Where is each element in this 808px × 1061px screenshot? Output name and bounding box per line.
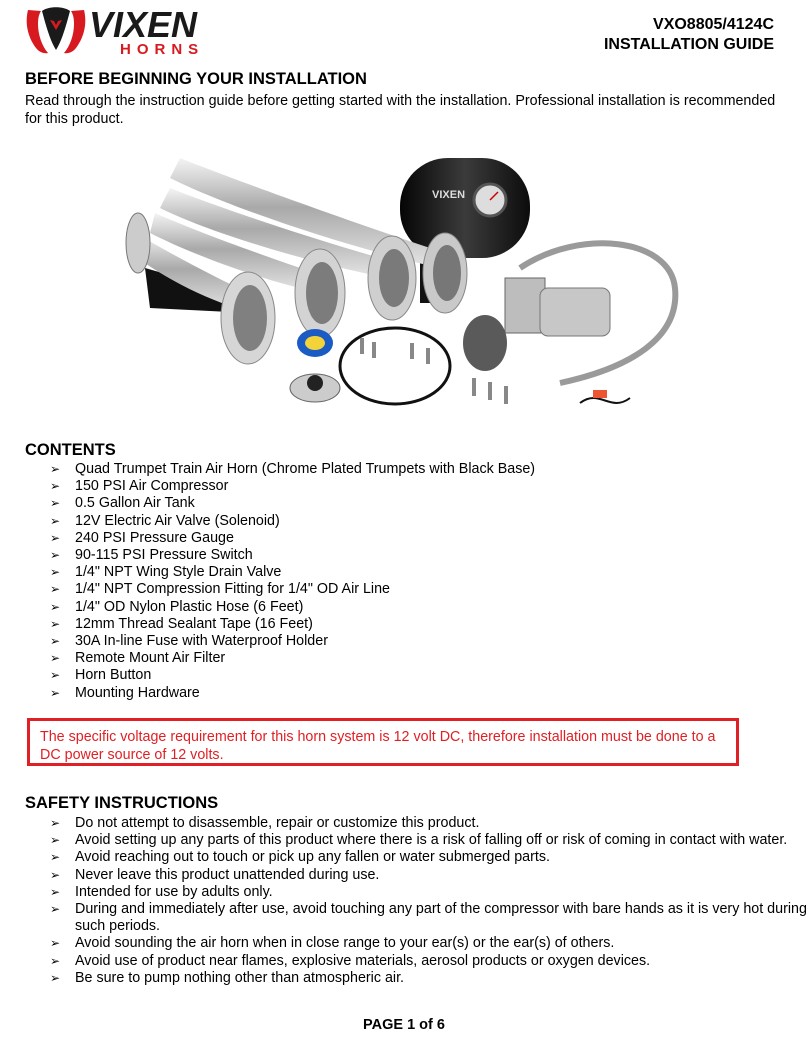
intro-heading: BEFORE BEGINNING YOUR INSTALLATION xyxy=(25,70,367,88)
arrow-bullet-icon: ➢ xyxy=(50,902,61,917)
arrow-bullet-icon: ➢ xyxy=(50,668,61,683)
safety-item-text: Avoid use of product near flames, explosive materials, aerosol products or oxygen devices. xyxy=(75,952,651,969)
wolf-emblem-icon xyxy=(27,7,86,53)
arrow-bullet-icon: ➢ xyxy=(50,496,61,511)
contents-item-text: 150 PSI Air Compressor xyxy=(75,478,229,495)
vixen-horns-logo xyxy=(24,2,246,56)
contents-item xyxy=(50,616,535,633)
contents-item-text: Horn Button xyxy=(75,667,152,684)
safety-item xyxy=(50,867,808,884)
contents-item-text: 12V Electric Air Valve (Solenoid) xyxy=(75,512,280,529)
contents-item-text: 1/4" OD Nylon Plastic Hose (6 Feet) xyxy=(75,598,304,615)
safety-item xyxy=(50,935,808,952)
tank-label: VIXEN xyxy=(432,189,466,201)
contents-item-text: 240 PSI Pressure Gauge xyxy=(75,529,234,546)
arrow-bullet-icon: ➢ xyxy=(50,582,61,597)
arrow-bullet-icon: ➢ xyxy=(50,599,61,614)
voltage-warning-text: The specific voltage requirement for this horn system is 12 volt DC, therefore installation must be done to a DC power source of 12 volts. xyxy=(40,729,716,763)
safety-heading: SAFETY INSTRUCTIONS xyxy=(25,794,219,812)
contents-item xyxy=(50,530,535,547)
safety-item-text: Be sure to pump nothing other than atmospheric air. xyxy=(75,969,405,986)
voltage-warning-box xyxy=(27,718,739,766)
contents-item xyxy=(50,461,535,478)
intro-text: Read through the instruction guide before getting started with the installation. Professional installation is recommended for this product. xyxy=(25,93,776,127)
contents-heading: CONTENTS xyxy=(25,441,116,459)
safety-item xyxy=(50,884,808,901)
arrow-bullet-icon: ➢ xyxy=(50,970,61,985)
contents-item xyxy=(50,685,535,702)
contents-item-text: Quad Trumpet Train Air Horn (Chrome Plated Trumpets with Black Base) xyxy=(75,461,536,477)
safety-item xyxy=(50,815,808,832)
safety-item-text: Do not attempt to disassemble, repair or customize this product. xyxy=(75,815,480,831)
fuse-holder xyxy=(593,390,607,398)
contents-item xyxy=(50,547,535,564)
contents-item-text: 1/4" NPT Compression Fitting for 1/4" OD Air Line xyxy=(75,581,391,598)
arrow-bullet-icon: ➢ xyxy=(50,867,61,882)
contents-list xyxy=(50,461,535,702)
arrow-bullet-icon: ➢ xyxy=(50,462,61,476)
arrow-bullet-icon: ➢ xyxy=(50,548,61,563)
logo-subtitle: HORNS xyxy=(120,41,205,56)
contents-item-text: Remote Mount Air Filter xyxy=(75,650,226,667)
safety-item-text: Avoid setting up any parts of this product where there is a risk of falling off or risk of coming in contact with water. xyxy=(75,832,788,849)
doc-type: INSTALLATION GUIDE xyxy=(603,36,774,53)
arrow-bullet-icon: ➢ xyxy=(50,616,61,631)
safety-list xyxy=(50,815,808,987)
contents-item-text: 30A In-line Fuse with Waterproof Holder xyxy=(75,633,328,650)
safety-item-text: Intended for use by adults only. xyxy=(75,883,273,900)
arrow-bullet-icon: ➢ xyxy=(50,634,61,649)
safety-item xyxy=(50,901,808,935)
contents-item-text: 1/4" NPT Wing Style Drain Valve xyxy=(75,564,282,581)
air-compressor xyxy=(463,278,610,371)
nylon-hose xyxy=(340,328,450,404)
safety-item-text: During and immediately after use, avoid touching any part of the compressor with bare hands as it is very hot during such periods. xyxy=(75,901,807,935)
doc-code: VXO8805/4124C xyxy=(653,16,774,33)
horn-manifold xyxy=(126,213,150,273)
inline-fuse xyxy=(580,398,630,403)
sealant-tape xyxy=(297,329,333,357)
page-number: PAGE 1 of 6 xyxy=(363,1017,445,1033)
contents-item xyxy=(50,478,535,495)
safety-item xyxy=(50,970,808,987)
contents-item-text: 90-115 PSI Pressure Switch xyxy=(75,547,253,564)
arrow-bullet-icon: ➢ xyxy=(50,816,61,830)
contents-item xyxy=(50,495,535,512)
logo-wordmark: VIXEN xyxy=(89,4,198,45)
pressure-gauge-icon xyxy=(474,184,506,216)
arrow-bullet-icon: ➢ xyxy=(50,513,61,528)
arrow-bullet-icon: ➢ xyxy=(50,884,61,899)
safety-item-text: Never leave this product unattended during use. xyxy=(75,866,380,883)
arrow-bullet-icon: ➢ xyxy=(50,479,61,494)
contents-item xyxy=(50,513,535,530)
arrow-bullet-icon: ➢ xyxy=(50,833,61,848)
contents-item xyxy=(50,633,535,650)
product-image xyxy=(110,138,690,434)
contents-item xyxy=(50,667,535,684)
contents-item xyxy=(50,599,535,616)
safety-item-text: Avoid sounding the air horn when in close range to your ear(s) or the ear(s) of others. xyxy=(75,935,615,952)
contents-item-text: 0.5 Gallon Air Tank xyxy=(75,495,195,512)
safety-item xyxy=(50,849,808,866)
safety-item-text: Avoid reaching out to touch or pick up any fallen or water submerged parts. xyxy=(75,849,550,866)
arrow-bullet-icon: ➢ xyxy=(50,953,61,968)
safety-item xyxy=(50,953,808,970)
contents-item-text: Mounting Hardware xyxy=(75,684,200,701)
arrow-bullet-icon: ➢ xyxy=(50,565,61,580)
contents-item xyxy=(50,581,535,598)
arrow-bullet-icon: ➢ xyxy=(50,530,61,545)
arrow-bullet-icon: ➢ xyxy=(50,850,61,865)
arrow-bullet-icon: ➢ xyxy=(50,685,61,700)
document-id xyxy=(604,15,774,55)
arrow-bullet-icon: ➢ xyxy=(50,651,61,666)
contents-item-text: 12mm Thread Sealant Tape (16 Feet) xyxy=(75,615,313,632)
arrow-bullet-icon: ➢ xyxy=(50,936,61,951)
contents-item xyxy=(50,564,535,581)
contents-item xyxy=(50,650,535,667)
safety-item xyxy=(50,832,808,849)
horn-button xyxy=(290,374,340,402)
